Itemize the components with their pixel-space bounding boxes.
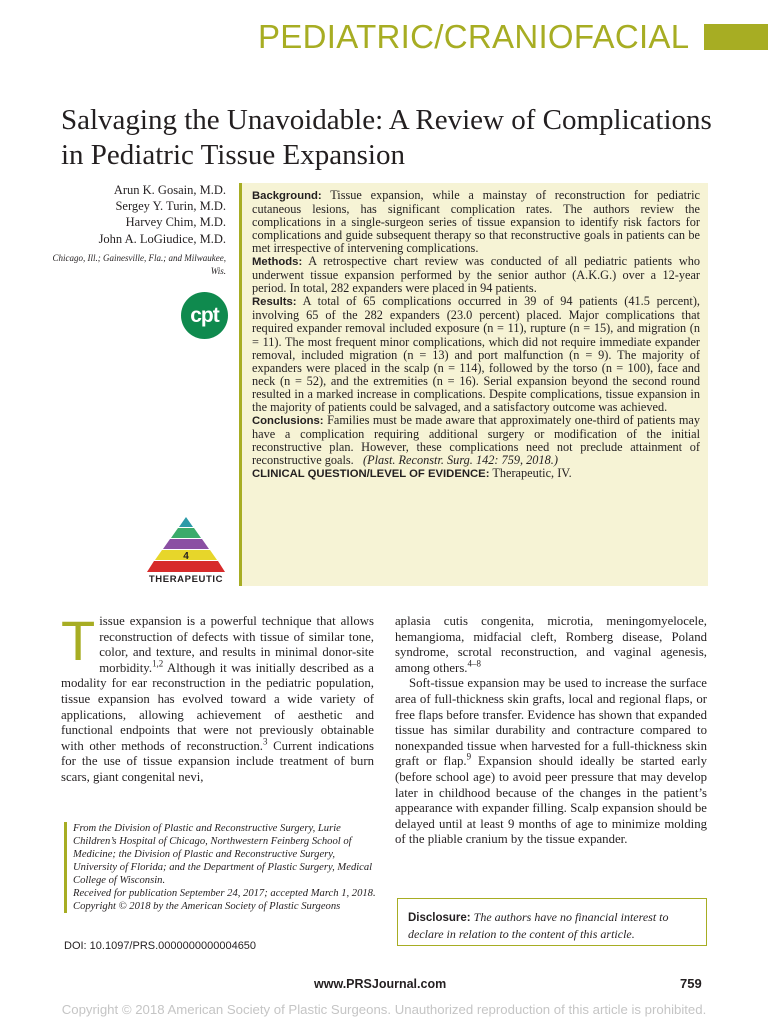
evidence-level-label: THERAPEUTIC: [148, 574, 224, 585]
body-paragraph: [61, 609, 374, 786]
conclusions-text: Families must be made aware that approximately one-third of patients may have a complication requiring additional surgery or modification of the initial reconstructive plan. However, these complications need not preclude attainment of reconstructive goals.: [252, 412, 700, 467]
results-label: Results:: [252, 296, 297, 309]
abstract-box: [239, 183, 708, 586]
reference-marker: 1,2: [152, 658, 164, 669]
reference-marker: 4–8: [467, 658, 481, 669]
disclosure-text: The authors have no financial interest to declare in relation to the content of this article.: [408, 910, 669, 941]
abstract-methods: [252, 255, 700, 295]
body-paragraph: [395, 676, 707, 848]
copyright-notice: Copyright © 2018 American Society of Plastic Surgeons. Unauthorized reproduction of this article is prohibited.: [61, 1002, 707, 1017]
methods-label: Methods:: [252, 256, 303, 269]
disclosure-box: [397, 898, 707, 946]
conclusions-label: Conclusions:: [252, 414, 324, 427]
pyramid-level: 4: [183, 551, 189, 562]
abstract-conclusions: [252, 414, 700, 467]
affiliation-text: From the Division of Plastic and Reconstructive Surgery, Lurie Children’s Hospital of Chicago, Northwestern Feinberg School of Medicine; the Division of Plastic and Reconstructive Surgery, University of Florida; and the Department of Plastic Surgery, Medical College of Wisconsin.: [73, 823, 373, 886]
abstract-level: [252, 467, 700, 481]
body-text: Soft-tissue expansion may be used to increase the surface area of full-thickness skin grafts, local and regional flaps, or free flaps before transfer. Evidence has shown that expanded tissue has similar durability and contracture compared to nonexpanded tissue when harvested for a full-thickness skin graft or flap.: [395, 676, 707, 769]
body-text: Expansion should ideally be started early (before school age) to avoid peer pressure that may develop later in childhood because of the changes in the patient’s appearance with expander filling. Scalp expansion should be delayed until at least 9 months of age to minimize molding of the pliable cranium by the tissue expander.: [395, 754, 708, 847]
author-name: Arun K. Gosain, M.D.: [113, 183, 226, 197]
author-list: [40, 182, 226, 247]
pyramid-tier-2: [171, 528, 201, 538]
background-label: Background:: [252, 190, 322, 202]
reference-marker: 9: [466, 752, 472, 763]
article-title: Salvaging the Unavoidable: A Review of Complications in Pediatric Tissue Expansion: [61, 104, 712, 171]
author-name: John A. LoGiudice, M.D.: [98, 231, 226, 246]
pyramid-tier-1: [179, 517, 193, 527]
pyramid-tier-5: [147, 561, 225, 572]
disclosure-label: Disclosure:: [408, 912, 471, 924]
level-label: CLINICAL QUESTION/LEVEL OF EVIDENCE:: [252, 467, 490, 480]
drop-cap: T: [61, 609, 96, 672]
background-text: Tissue expansion, while a mainstay of reconstruction for pediatric cutaneous lesions, has significant complication rates. The authors review the complications in a single-surgeon series of tissue expansion to identify risk factors for complications and guide subsequent therapy so that reconstructive goals in patients can be met irrespective of intervening complications.: [252, 188, 701, 256]
author-name: Harvey Chim, M.D.: [125, 215, 226, 230]
results-text: A total of 65 complications occurred in 39 of 94 patients (41.5 percent), involving 65 of the 282 expanders (23.0 percent) placed. Major complications that required expander removal included exposure (n = 11), rupture (n = 15), and migration (n = 11). The most frequent minor complications, which did not require immediate expander removal, included migration (n = 13) and port malfunction (n = 9). The majority of expanders were placed in the scalp (n = 114), followed by the torso (n = 100), face and neck (n = 52), and the extremities (n = 16). Serial expansion beyond the second round resulted in a marked increase in complications. Despite complications, tissue expansion in the majority of patients could be salvaged, and a satisfactory outcome was achieved.: [252, 294, 700, 414]
affiliation-footnote: [64, 822, 376, 913]
reference-marker: 3: [263, 736, 268, 747]
author-name: Sergey Y. Turin, M.D.: [115, 199, 226, 214]
body-text: issue expansion is a powerful technique that allows reconstruction of defects with tissue of similar tone, color, and texture, and results in minimal donor-site morbidity.: [99, 614, 374, 675]
page-number: 759: [680, 976, 702, 991]
level-text: Therapeutic, IV.: [492, 465, 572, 480]
body-text: Although it was initially described as a modality for ear reconstruction in the pediatric population, tissue expansion has evolved toward a wide variety of applications, allowing achievement of aesthetic and functional endpoints that were not previously obtainable with other methods of reconstruction.: [61, 660, 374, 753]
doi: DOI: 10.1097/PRS.0000000000004650: [64, 940, 257, 952]
citation: (Plast. Reconstr. Surg. 142: 759, 2018.): [363, 452, 558, 467]
journal-website: www.PRSJournal.com: [314, 977, 447, 991]
pyramid-tier-3: [163, 539, 209, 549]
copyright-text: Copyright © 2018 by the American Society of Plastic Surgeons: [73, 901, 341, 912]
abstract-results: [252, 295, 700, 413]
section-accent-bar: [704, 24, 768, 50]
abstract-background: [252, 189, 700, 255]
section-label: PEDIATRIC/CRANIOFACIAL: [258, 18, 690, 55]
body-column-left: [61, 609, 374, 786]
body-text: aplasia cutis congenita, microtia, meningomyelocele, hemangioma, midfacial cleft, Romberg disease, Poland syndrome, scrotal reconstruction, and vaginal agenesis, among others.: [395, 614, 707, 675]
body-paragraph: [395, 614, 707, 676]
received-text: Received for publication September 24, 2017; accepted March 1, 2018.: [73, 888, 376, 899]
methods-text: A retrospective chart review was conducted of all pediatric patients who underwent tissue expansion performed by the senior author (A.K.G.) over a 12-year period. In total, 282 expanders were placed in 94 patients.: [252, 254, 700, 296]
body-text: Current indications for the use of tissue expansion include treatment of burn scars, giant congenital nevi,: [61, 738, 374, 784]
cpt-logo-icon: cpt: [181, 292, 228, 339]
body-column-right: [395, 614, 707, 848]
author-locations: Chicago, Ill.; Gainesville, Fla.; and Milwaukee, Wis.: [52, 253, 226, 276]
